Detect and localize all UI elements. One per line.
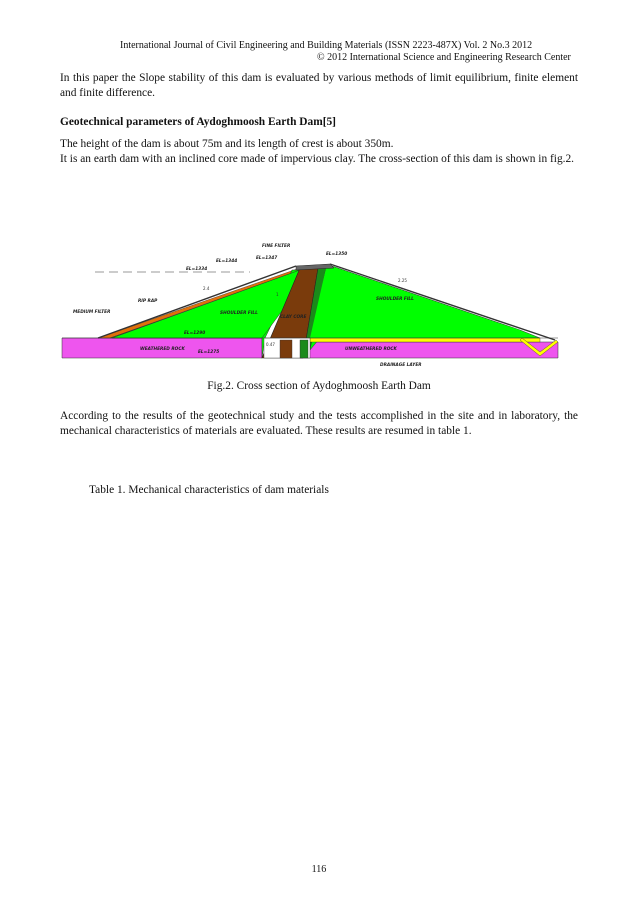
description-line1: The height of the dam is about 75m and its length of crest is about 350m. [60, 138, 394, 150]
label-el-1275: EL=1275 [198, 350, 220, 355]
unweathered-rock-zone [300, 342, 558, 358]
label-rip-rap: RIP RAP [138, 299, 158, 304]
label-shoulder-fill-left: SHOULDER FILL [220, 311, 258, 316]
description-line2: It is an earth dam with an inclined core made of impervious clay. The cross-section of this dam is shown in fig.2. [60, 153, 575, 165]
label-el-1344: EL=1344 [216, 259, 238, 264]
label-fine-filter: FINE FILTER [262, 244, 291, 249]
results-paragraph [60, 409, 578, 439]
downstream-shoulder-base [310, 268, 525, 338]
dam-cross-section-figure [58, 240, 563, 368]
label-weathered-rock: WEATHERED ROCK [140, 347, 185, 352]
intro-paragraph [60, 71, 578, 101]
label-el-1334: EL=1334 [186, 267, 208, 272]
label-medium-filter: MEDIUM FILTER [73, 310, 111, 315]
figure-caption: Fig.2. Cross section of Aydoghmoosh Earth Dam [207, 380, 431, 392]
label-slope-right: 2.25 [398, 278, 407, 283]
description-paragraph [60, 137, 578, 167]
label-drainage-layer: DRAINAGE LAYER [380, 363, 422, 368]
label-el-1350: EL=1350 [326, 252, 348, 257]
core-key-filter [300, 340, 308, 358]
label-clay-core: CLAY CORE [280, 315, 307, 320]
label-unweathered-rock: UNWEATHERED ROCK [345, 347, 397, 352]
label-slope-left: 2.4 [203, 286, 210, 291]
core-key [280, 340, 292, 358]
journal-header-line1: International Journal of Civil Engineering and Building Materials (ISSN 2223-487X) Vol. 2 No.3 2012 [120, 40, 533, 51]
page-number: 116 [311, 864, 327, 875]
journal-header-line2: © 2012 International Science and Engineering Research Center [317, 52, 571, 63]
section-heading: Geotechnical parameters of Aydoghmoosh Earth Dam[5] [60, 116, 336, 128]
results-text: According to the results of the geotechnical study and the tests accomplished in the site and in laboratory, the mechanical characteristics of materials are evaluated. These results are resumed in table 1. [60, 410, 578, 437]
label-dim-b: 0.47 [266, 342, 275, 347]
label-el-1290: EL=1290 [184, 331, 206, 336]
drainage-layer [310, 338, 540, 342]
intro-text: In this paper the Slope stability of this dam is evaluated by various methods of limit equilibrium, finite element and finite difference. [60, 72, 578, 99]
upstream-shell [112, 270, 300, 338]
label-dim-a: 1 [276, 292, 279, 297]
table-caption: Table 1. Mechanical characteristics of dam materials [89, 484, 329, 496]
label-shoulder-fill-right: SHOULDER FILL [376, 297, 414, 302]
label-el-1347: EL=1347 [256, 256, 278, 261]
